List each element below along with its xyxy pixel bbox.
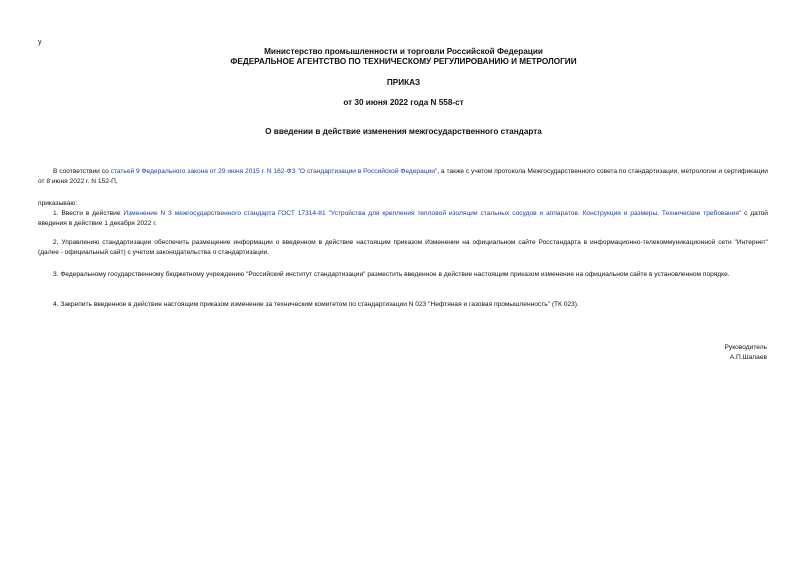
order-word: приказываю: <box>38 200 78 207</box>
item-1-paragraph <box>38 209 768 228</box>
agency-name: ФЕДЕРАЛЬНОЕ АГЕНТСТВО ПО ТЕХНИЧЕСКОМУ РЕГУЛИРОВАНИЮ И МЕТРОЛОГИИ <box>230 57 577 66</box>
signatory-position: Руководитель <box>724 344 767 351</box>
item-4-paragraph: 4. Закрепить введенное в действие настоящим приказом изменение за техническим комитетом по стандартизации N 023 "Нефтяная и газовая промышленность" (ТК 023). <box>53 301 579 308</box>
document-title: О введении в действие изменения межгосударственного стандарта <box>265 127 542 136</box>
corner-mark: у <box>38 39 42 46</box>
standard-amendment-link[interactable]: Изменение N 3 межгосударственного стандарта ГОСТ 17314-81 "Устройства для крепления тепловой изоляции стальных сосудов и аппаратов. Конструкция и размеры. Технические требования" <box>123 210 742 217</box>
item-1-text-start: 1. Ввести в действие <box>53 210 124 217</box>
federal-law-link[interactable]: статьей 9 Федерального закона от 29 июня 2015 г. N 162-ФЗ "О стандартизации в Российской Федерации" <box>110 168 438 175</box>
item-1-text-end: с датой введения в действие 1 декабря 2022 г. <box>38 210 768 227</box>
preamble-text-start: В соответствии со <box>53 168 111 175</box>
document-type: ПРИКАЗ <box>386 78 421 87</box>
item-3-paragraph: 3. Федеральному государственному бюджетному учреждению "Российский институт стандартизации" разместить введенное в действие настоящим приказом изменение на официальном сайте в установленном порядке. <box>53 271 730 278</box>
preamble-paragraph <box>38 167 768 186</box>
document-date-number: от 30 июня 2022 года N 558-ст <box>343 98 464 107</box>
preamble-text-end: , а также с учетом протокола Межгосударственного совета по стандартизации, метрологии и сертификации от 8 июня 2022 г. N 152-П, <box>38 168 768 185</box>
item-2-paragraph: 2. Управлению стандартизации обеспечить размещение информации о введенном в действие настоящим приказом Изменении на официальном сайте Росстандарта в информационно-телекоммуникационной сети "Интернет" (далее - официальный сайт) с учетом законодательства о стандартизации. <box>38 239 768 256</box>
signatory-name: А.П.Шалаев <box>729 354 767 361</box>
ministry-name: Министерство промышленности и торговли Российской Федерации <box>264 47 543 56</box>
